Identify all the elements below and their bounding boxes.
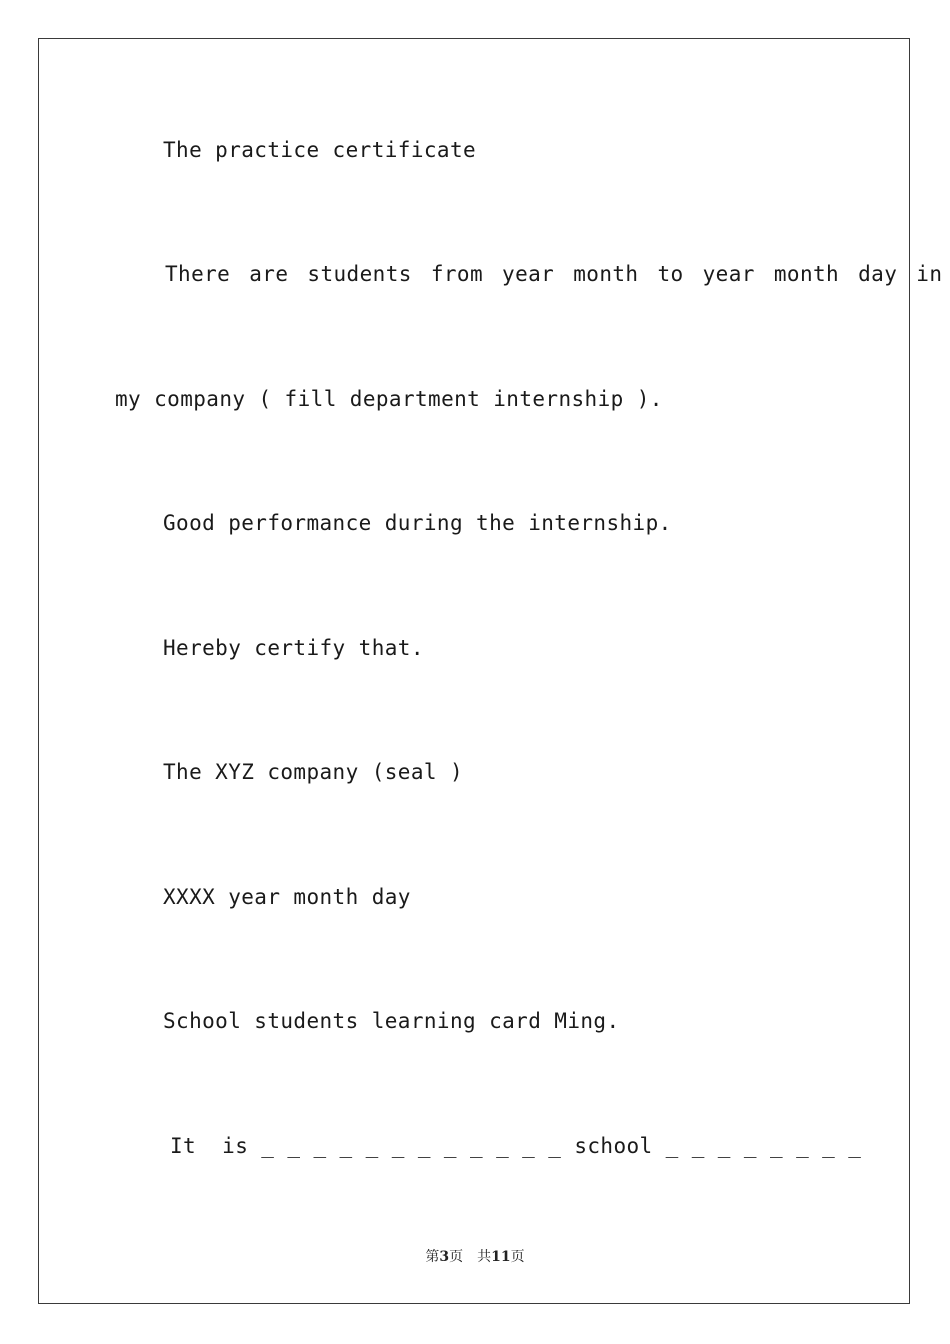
footer-total-pages: 11 xyxy=(491,1249,511,1265)
paragraph-line-3: Good performance during the internship. xyxy=(163,511,672,535)
footer-page-prefix: 第 xyxy=(425,1249,440,1265)
justified-text: There are students from year month to year month day in xyxy=(165,262,943,286)
page-border xyxy=(38,38,910,1304)
paragraph-line-7: School students learning card Ming. xyxy=(163,1009,620,1033)
footer-total-suffix: 页 xyxy=(510,1249,525,1265)
page-footer xyxy=(0,1248,950,1266)
company-seal-line: The XYZ company (seal ) xyxy=(163,760,463,784)
footer-total-prefix: 共 xyxy=(477,1249,492,1265)
fill-in-line: It is _ _ _ _ _ _ _ _ _ _ _ _ school _ _ _ _ _ _ _ _ xyxy=(170,1134,862,1158)
document-title: The practice certificate xyxy=(163,138,477,162)
paragraph-line-1 xyxy=(165,260,943,288)
footer-page-suffix: 页 xyxy=(449,1249,464,1265)
date-line: XXXX year month day xyxy=(163,885,411,909)
footer-page-number: 3 xyxy=(439,1249,450,1265)
paragraph-line-2: my company ( fill department internship ). xyxy=(115,387,663,411)
paragraph-line-4: Hereby certify that. xyxy=(163,636,424,660)
